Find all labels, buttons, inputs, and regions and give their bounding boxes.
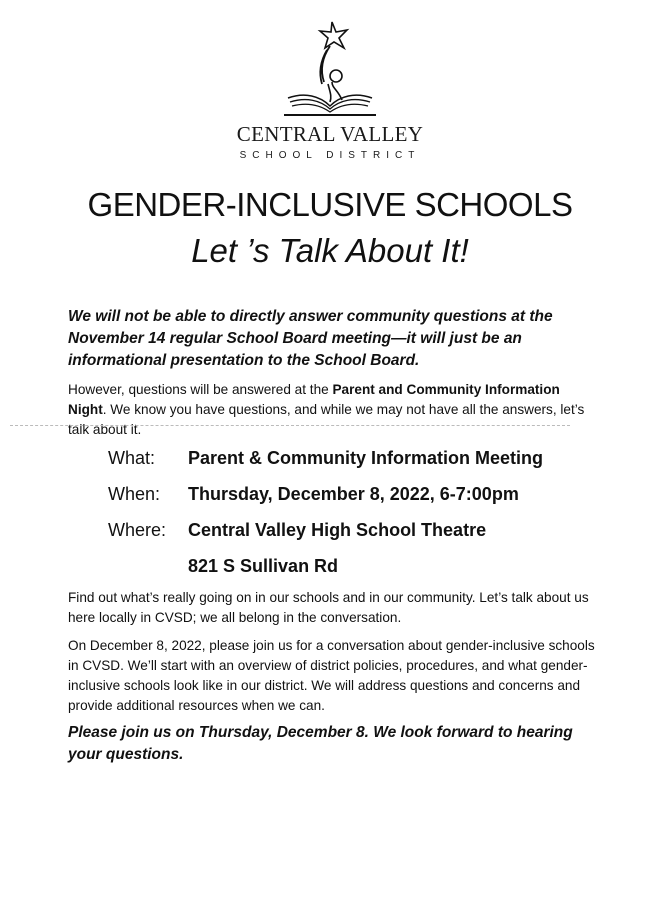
detail-where (108, 520, 486, 541)
closing-invitation: Please join us on Thursday, December 8. We look forward to hearing your questions. (68, 724, 573, 763)
detail-what (108, 448, 543, 469)
detail-label: When: (108, 484, 161, 504)
flyer-subtitle: Let ’s Talk About It! (191, 232, 469, 269)
paragraph-questions: However, questions will be answered at the Parent and Community Information Night. We know you have questions, and while we may not have all the answers, let’s talk about it. (68, 382, 585, 437)
detail-address (108, 556, 338, 577)
scan-artifact-line (10, 425, 570, 426)
flyer-title: GENDER-INCLUSIVE SCHOOLS (87, 186, 573, 223)
district-logo (240, 18, 420, 118)
detail-value: Parent & Community Information Meeting (188, 448, 544, 468)
detail-when (108, 484, 519, 505)
detail-value: Thursday, December 8, 2022, 6-7:00pm (188, 484, 519, 504)
intro-notice: We will not be able to directly answer community questions at the November 14 regular School Board meeting—it will just be an informational presentation to the School Board. (68, 308, 553, 369)
district-subtitle: SCHOOL DISTRICT (239, 150, 421, 161)
paragraph-find-out: Find out what’s really going on in our schools and in our community. Let’s talk about us here locally in CVSD; we all belong in the conversation. (68, 590, 589, 625)
paragraph-december: On December 8, 2022, please join us for a conversation about gender-inclusive schools in CVSD. We’ll start with an overview of district policies, procedures, and what gender-inclusive schools look like in our district. We will address questions and concerns and provide additional resources when we can. (68, 638, 595, 713)
detail-value: 821 S Sullivan Rd (188, 556, 339, 576)
district-name: CENTRAL VALLEY (236, 122, 424, 146)
book-star-figure-icon (270, 18, 390, 118)
info-night-name: Parent and Community Information Night (68, 382, 560, 417)
detail-label: Where: (108, 520, 167, 540)
detail-label (108, 556, 188, 577)
detail-value: Central Valley High School Theatre (188, 520, 487, 540)
detail-label: What: (108, 448, 156, 468)
